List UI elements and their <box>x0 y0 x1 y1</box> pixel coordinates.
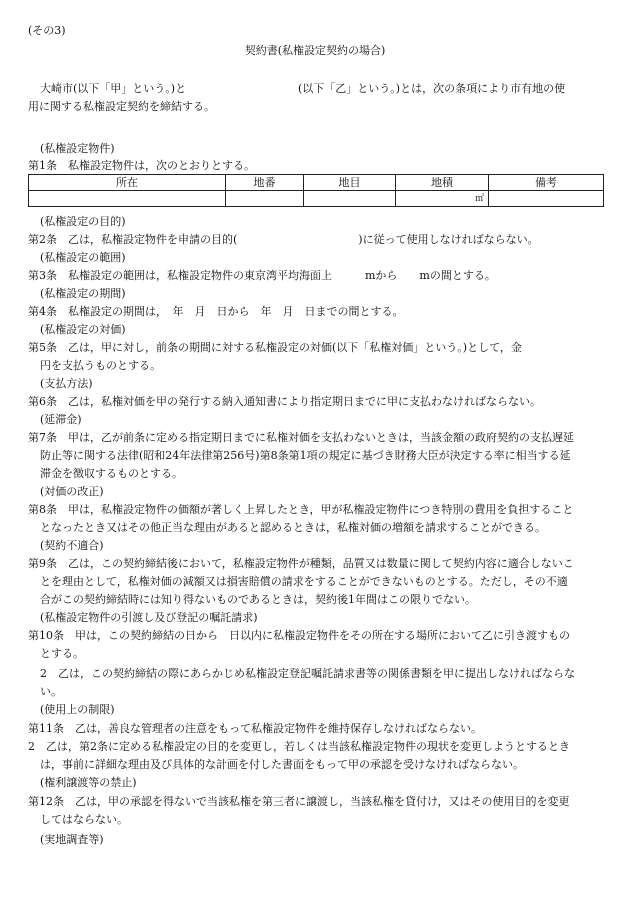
line-art1: 第1条 私権設定物件は，次のとおりとする。 <box>28 159 255 172</box>
line-h-nonconf: (契約不適合) <box>40 539 104 552</box>
line-art11: 第11条 乙は，善良な管理者の注意をもって私権設定物件を維持保存しなければならない。 <box>28 722 482 735</box>
line-art3: 第3条 私権設定の範囲は，私権設定物件の東京湾平均海面上 mから mの間とする。 <box>28 269 496 282</box>
table-row <box>29 191 604 207</box>
line-art9-3: 合がこの契約締結時には知り得ないものであるときは，契約後1年間はこの限りでない。 <box>40 593 476 606</box>
line-h-delay: (延滞金) <box>40 413 82 426</box>
line-art2: 第2条 乙は，私権設定物件を申請の目的( )に従って使用しなければならない。 <box>28 233 539 246</box>
line-art10-2: とする。 <box>40 647 84 660</box>
line-art10-p2-1: 2 乙は，この契約締結の際にあらかじめ私権設定登記嘱託請求書等の関係書類を甲に提出しなければならな <box>40 667 575 680</box>
document-title: 契約書(私権設定契約の場合) <box>244 44 386 57</box>
col-land-category: 地目 <box>304 175 396 191</box>
line-art7-3: 滞金を徴収するものとする。 <box>40 467 183 480</box>
intro-line-1a: 大崎市(以下「甲」という。)と <box>40 82 187 95</box>
cell-land-category <box>304 191 396 207</box>
line-art4: 第4条 私権設定の期間は， 年 月 日から 年 月 日までの間とする。 <box>28 305 404 318</box>
line-art11-p2-1: 2 乙は，第2条に定める私権設定の目的を変更し，若しくは当該私権設定物件の現状を変更しようとするとき <box>28 740 570 753</box>
line-h-delivery: (私権設定物件の引渡し及び登記の嘱託請求) <box>40 611 258 624</box>
line-h-property: (私権設定物件) <box>40 142 115 155</box>
cell-area: ㎡ <box>396 191 489 207</box>
line-art5-1: 第5条 乙は，甲に対し，前条の期間に対する私権設定の対価(以下「私権対価」という。)として，金 <box>28 341 522 354</box>
line-art10-1: 第10条 甲は，この契約締結の日から 日以内に私権設定物件をその所在する場所において乙に引き渡すもの <box>28 629 570 642</box>
cell-remarks <box>489 191 604 207</box>
line-h-scope: (私権設定の範囲) <box>40 251 126 264</box>
col-location: 所在 <box>29 175 226 191</box>
line-art11-p2-2: は，事前に詳細な理由及び具体的な計画を付した書面をもって甲の承認を受けなければならない。 <box>40 758 524 771</box>
col-remarks: 備考 <box>489 175 604 191</box>
col-area: 地積 <box>396 175 489 191</box>
col-lot-number: 地番 <box>226 175 304 191</box>
line-art9-2: とを理由として，私権対価の減額又は損害賠償の請求をすることができないものとする。ただし，その不適 <box>40 575 568 588</box>
line-art5-2: 円を支払うものとする。 <box>40 359 161 372</box>
line-art8-1: 第8条 甲は，私権設定物件の価額が著しく上昇したとき，甲が私権設定物件につき特別の費用を負担すること <box>28 503 574 516</box>
sheet-number: (その3) <box>28 24 66 37</box>
line-h-payment: (支払方法) <box>40 377 93 390</box>
line-art9-1: 第9条 乙は，この契約締結後において，私権設定物件が種類，品質又は数量に関して契約内容に適合しないこ <box>28 557 574 570</box>
line-h-transfer: (権利譲渡等の禁止) <box>40 776 137 789</box>
cell-lot-number <box>226 191 304 207</box>
intro-line-1b: (以下「乙」という。)とは，次の条項により市有地の使 <box>298 82 566 95</box>
table-header-row <box>29 175 604 191</box>
line-h-purpose: (私権設定の目的) <box>40 215 126 228</box>
intro-line-2: 用に関する私権設定契約を締結する。 <box>28 100 215 113</box>
line-h-price: (私権設定の対価) <box>40 323 126 336</box>
line-art8-2: となったとき又はその他正当な理由があると認めるときは，私権対価の増額を請求することができる。 <box>40 521 546 534</box>
line-h-inspect: (実地調査等) <box>40 833 104 846</box>
cell-location <box>29 191 226 207</box>
line-art10-p2-2: い。 <box>40 685 62 698</box>
line-art7-2: 防止等に関する法律(昭和24年法律第256号)第8条第1項の規定に基づき財務大臣が決定する率に相当する延 <box>40 449 571 462</box>
line-art12-2: してはならない。 <box>40 813 128 826</box>
line-art12-1: 第12条 乙は，甲の承認を得ないで当該私権を第三者に譲渡し，当該私権を貸付け，又はその使用目的を変更 <box>28 795 570 808</box>
property-table <box>28 174 604 207</box>
line-h-period: (私権設定の期間) <box>40 287 126 300</box>
line-art6: 第6条 乙は，私権対価を甲の発行する納入通知書により指定期日までに甲に支払わなければならない。 <box>28 395 541 408</box>
line-art7-1: 第7条 甲は，乙が前条に定める指定期日までに私権対価を支払わないときは，当該金額の政府契約の支払遅延 <box>28 431 574 444</box>
line-h-revision: (対価の改正) <box>40 485 104 498</box>
line-h-restrict: (使用上の制限) <box>40 703 115 716</box>
